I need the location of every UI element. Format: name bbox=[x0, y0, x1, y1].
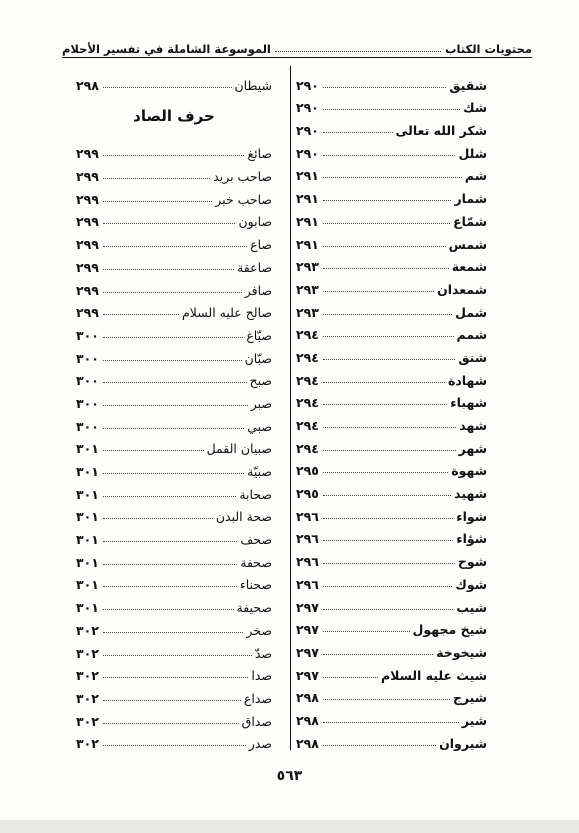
dot-leader bbox=[323, 291, 434, 292]
index-entry bbox=[76, 229, 272, 252]
index-entry bbox=[296, 138, 487, 161]
entry-page: ٣٠١ bbox=[76, 577, 99, 593]
entry-label: شيخ مجهول bbox=[412, 622, 487, 638]
entry-label: صبّان bbox=[244, 350, 272, 366]
dot-leader bbox=[103, 246, 247, 247]
entry-page: ٣٠١ bbox=[76, 532, 99, 548]
entry-label: صخر bbox=[246, 622, 272, 638]
index-entry bbox=[296, 433, 487, 456]
dot-leader bbox=[323, 359, 455, 360]
entry-page: ٣٠٠ bbox=[76, 327, 99, 343]
dot-leader bbox=[323, 109, 460, 110]
entry-label: صبيان القمل bbox=[206, 441, 272, 457]
entry-page: ٣٠١ bbox=[76, 486, 99, 502]
entry-label: شهوة bbox=[451, 463, 487, 479]
dot-leader bbox=[323, 450, 456, 451]
index-entry bbox=[76, 161, 272, 184]
dot-leader bbox=[323, 382, 445, 383]
entry-label: شمس bbox=[448, 236, 487, 252]
entry-label: شيطان bbox=[234, 77, 272, 93]
entry-page: ٢٩٨ bbox=[76, 77, 99, 93]
entry-page: ٢٩١ bbox=[296, 168, 319, 184]
dot-leader bbox=[323, 132, 393, 133]
entry-page: ٢٩١ bbox=[296, 191, 319, 207]
index-entry bbox=[296, 297, 487, 320]
dot-leader bbox=[103, 745, 246, 746]
entry-page: ٣٠٠ bbox=[76, 350, 99, 366]
index-entry bbox=[296, 410, 487, 433]
index-entry bbox=[76, 366, 272, 389]
entry-label: شمم bbox=[456, 327, 487, 343]
entry-label: صدا bbox=[251, 668, 272, 684]
entry-label: صبيّة bbox=[247, 464, 272, 479]
entry-label: صحة البدن bbox=[215, 509, 272, 525]
entry-page: ٢٩٩ bbox=[76, 214, 99, 230]
index-entry bbox=[296, 229, 487, 252]
entry-label: شؤاء bbox=[456, 531, 487, 547]
dot-leader bbox=[103, 155, 244, 156]
entry-page: ٢٩٤ bbox=[296, 372, 319, 388]
dot-leader bbox=[103, 178, 210, 179]
header-rule bbox=[62, 57, 532, 58]
entry-label: صاحب خبر bbox=[215, 191, 272, 207]
index-entry bbox=[76, 592, 272, 615]
entry-page: ٢٩٦ bbox=[296, 576, 319, 592]
entry-page: ٢٩٧ bbox=[296, 644, 319, 660]
entry-page: ٣٠٢ bbox=[76, 713, 99, 729]
index-entry bbox=[296, 115, 487, 138]
dot-leader bbox=[323, 745, 436, 746]
index-entry bbox=[296, 615, 487, 638]
index-entry bbox=[296, 70, 487, 93]
entry-label: صائغ bbox=[247, 146, 272, 162]
index-entry bbox=[76, 456, 272, 479]
dot-leader bbox=[323, 563, 455, 564]
index-entry bbox=[76, 524, 272, 547]
entry-label: صافر bbox=[244, 282, 272, 298]
index-entry bbox=[296, 660, 487, 683]
entry-label: صحيفة bbox=[236, 600, 272, 616]
entry-page: ٣٠٢ bbox=[76, 690, 99, 706]
entry-label: صحف bbox=[240, 532, 272, 548]
index-entry bbox=[296, 456, 487, 479]
entry-label: صداع bbox=[243, 690, 272, 706]
dot-leader bbox=[323, 268, 449, 269]
entry-page: ٢٩٩ bbox=[76, 191, 99, 207]
index-entry bbox=[76, 411, 272, 434]
entry-label: صبّاغ bbox=[246, 327, 272, 343]
index-entry bbox=[296, 524, 487, 547]
page-edge bbox=[0, 820, 579, 833]
dot-leader bbox=[103, 655, 252, 656]
index-entry bbox=[296, 705, 487, 728]
dot-leader bbox=[323, 518, 453, 519]
dot-leader bbox=[323, 427, 456, 428]
index-entry bbox=[296, 161, 487, 184]
entry-label: شقيق bbox=[449, 77, 487, 93]
index-entry bbox=[296, 683, 487, 706]
dot-leader bbox=[323, 404, 447, 405]
index-entry bbox=[296, 728, 487, 751]
dot-leader bbox=[323, 87, 446, 88]
entry-label: شنق bbox=[458, 349, 487, 365]
dot-leader bbox=[103, 496, 236, 497]
entry-label: صابون bbox=[238, 214, 272, 230]
entry-label: شمعدان bbox=[437, 281, 487, 297]
entry-page: ٣٠٠ bbox=[76, 418, 99, 434]
index-entry bbox=[76, 547, 272, 570]
entry-label: شهادة bbox=[447, 372, 487, 388]
index-entry bbox=[76, 184, 272, 207]
entry-page: ٢٩٦ bbox=[296, 508, 319, 524]
dot-leader bbox=[103, 518, 213, 519]
index-entry bbox=[296, 320, 487, 343]
dot-leader bbox=[323, 336, 454, 337]
entry-page: ٣٠١ bbox=[76, 600, 99, 616]
entry-label: شمعة bbox=[451, 259, 487, 275]
index-entry bbox=[76, 570, 272, 593]
index-column-left bbox=[76, 70, 272, 751]
index-entry bbox=[76, 252, 272, 275]
entry-label: شيروان bbox=[439, 735, 487, 751]
dot-leader bbox=[323, 654, 433, 655]
entry-page: ٣٠١ bbox=[76, 509, 99, 525]
page-number: ٥٦٣ bbox=[276, 768, 303, 784]
entry-label: شوح bbox=[457, 554, 487, 570]
entry-page: ٣٠٠ bbox=[76, 395, 99, 411]
header-title: الموسوعة الشاملة في تفسير الأحلام bbox=[62, 42, 271, 56]
index-entry bbox=[76, 661, 272, 684]
dot-leader bbox=[103, 473, 244, 474]
dot-leader bbox=[323, 155, 455, 156]
dot-leader bbox=[323, 722, 459, 723]
index-entry bbox=[296, 183, 487, 206]
entry-page: ٢٩٠ bbox=[296, 123, 319, 139]
entry-page: ٢٩٠ bbox=[296, 100, 319, 116]
dot-leader bbox=[103, 428, 244, 429]
index-entry bbox=[296, 478, 487, 501]
entry-label: صدر bbox=[248, 736, 272, 752]
entry-label: صحناء bbox=[239, 577, 272, 593]
entry-page: ٢٩٠ bbox=[296, 77, 319, 93]
entry-label: صحابة bbox=[239, 486, 272, 502]
entry-page: ٢٩٤ bbox=[296, 395, 319, 411]
index-entry bbox=[76, 139, 272, 162]
dot-leader bbox=[323, 586, 452, 587]
index-entry bbox=[296, 365, 487, 388]
dot-leader bbox=[103, 677, 248, 678]
dot-leader bbox=[103, 314, 179, 315]
entry-page: ٣٠٢ bbox=[76, 645, 99, 661]
entry-page: ٢٩١ bbox=[296, 236, 319, 252]
dot-leader bbox=[323, 472, 448, 473]
index-entry bbox=[76, 502, 272, 525]
dot-leader bbox=[323, 314, 452, 315]
entry-page: ٢٩٩ bbox=[76, 259, 99, 275]
entry-label: شمل bbox=[455, 304, 487, 320]
entry-page: ٣٠١ bbox=[76, 464, 99, 479]
index-entry bbox=[76, 683, 272, 706]
entry-page: ٢٩٧ bbox=[296, 622, 319, 638]
dot-leader bbox=[103, 541, 237, 542]
entry-label: صحفة bbox=[240, 554, 272, 570]
index-entry bbox=[76, 479, 272, 502]
entry-page: ٣٠٠ bbox=[76, 373, 99, 389]
index-entry bbox=[76, 706, 272, 729]
dot-leader bbox=[323, 609, 453, 610]
entry-page: ٢٩٨ bbox=[296, 735, 319, 751]
header-chapter: محتويات الكتاب bbox=[444, 42, 532, 56]
entry-label: صاعقة bbox=[237, 259, 272, 275]
dot-leader bbox=[323, 223, 450, 224]
entry-label: شكر الله تعالى bbox=[395, 123, 487, 139]
entry-label: شيب bbox=[456, 599, 487, 615]
dot-leader bbox=[103, 223, 235, 224]
index-entry bbox=[76, 638, 272, 661]
entry-label: شهيد bbox=[454, 486, 487, 502]
entry-page: ٢٩٦ bbox=[296, 531, 319, 547]
index-entry bbox=[296, 501, 487, 524]
entry-label: شهد bbox=[459, 418, 487, 433]
index-entry bbox=[76, 615, 272, 638]
entry-label: صالح عليه السلام bbox=[182, 305, 272, 321]
dot-leader bbox=[323, 495, 451, 496]
entry-label: شهر bbox=[458, 440, 487, 456]
entry-label: شواء bbox=[456, 508, 487, 524]
entry-label: شيرج bbox=[452, 690, 487, 706]
entry-page: ٢٩٦ bbox=[296, 554, 319, 570]
entry-page: ٢٩٤ bbox=[296, 440, 319, 456]
index-entry bbox=[296, 546, 487, 569]
index-entry bbox=[296, 637, 487, 660]
dot-leader bbox=[323, 699, 450, 700]
entry-label: صبر bbox=[250, 395, 272, 411]
index-entry bbox=[296, 274, 487, 297]
entry-label: شيث عليه السلام bbox=[380, 667, 487, 683]
entry-page: ٢٩٤ bbox=[296, 327, 319, 343]
entry-page: ٣٠٢ bbox=[76, 622, 99, 638]
dot-leader bbox=[103, 564, 237, 565]
index-entry bbox=[76, 298, 272, 321]
entry-label: شهباء bbox=[450, 395, 487, 411]
entry-label: شلل bbox=[458, 145, 487, 161]
section-heading: حرف الصاد bbox=[133, 106, 215, 125]
index-entry bbox=[76, 388, 272, 411]
index-entry bbox=[296, 93, 487, 116]
entry-page: ٢٩٤ bbox=[296, 349, 319, 365]
entry-label: صبح bbox=[249, 373, 272, 389]
entry-page: ٢٩٩ bbox=[76, 305, 99, 321]
entry-page: ٣٠٢ bbox=[76, 736, 99, 752]
entry-page: ٢٩٧ bbox=[296, 599, 319, 615]
dot-leader bbox=[103, 405, 248, 406]
dot-leader bbox=[103, 269, 234, 270]
dot-leader bbox=[323, 246, 446, 247]
dot-leader bbox=[103, 292, 242, 293]
section-entries bbox=[76, 139, 272, 752]
index-column-right bbox=[296, 70, 487, 751]
entry-page: ٢٩٠ bbox=[296, 145, 319, 161]
entry-label: صدّ bbox=[254, 645, 272, 661]
column-divider bbox=[290, 66, 291, 750]
entry-label: شوك bbox=[455, 576, 487, 592]
entry-label: شم bbox=[464, 168, 487, 184]
entry-page: ٢٩٩ bbox=[76, 169, 99, 185]
index-entry bbox=[76, 320, 272, 343]
index-entry bbox=[296, 569, 487, 592]
header-dot-leader bbox=[275, 51, 441, 52]
entry-label: شك bbox=[463, 100, 487, 116]
entry-label: شمّاع bbox=[453, 213, 487, 229]
dot-leader bbox=[103, 700, 241, 701]
dot-leader bbox=[323, 677, 378, 678]
entry-page: ٢٩٨ bbox=[296, 712, 319, 728]
entry-page: ٢٩٣ bbox=[296, 304, 319, 320]
dot-leader bbox=[103, 586, 237, 587]
entry-label: شيخوخة bbox=[436, 644, 487, 660]
index-entry bbox=[296, 206, 487, 229]
entry-label: صبي bbox=[247, 418, 272, 434]
entry-page: ٢٩٥ bbox=[296, 486, 319, 502]
entry-page: ٢٩٤ bbox=[296, 418, 319, 433]
dot-leader bbox=[323, 631, 410, 632]
index-entry bbox=[76, 70, 272, 93]
entry-page: ٢٩٧ bbox=[296, 667, 319, 683]
dot-leader bbox=[323, 540, 453, 541]
entry-page: ٢٩٨ bbox=[296, 690, 319, 706]
entry-page: ٣٠١ bbox=[76, 554, 99, 570]
entry-label: صداق bbox=[241, 713, 272, 729]
entry-label: صاحب بريد bbox=[213, 169, 272, 185]
entry-page: ٣٠١ bbox=[76, 441, 99, 457]
entry-label: صاع bbox=[250, 237, 272, 253]
index-entry bbox=[76, 275, 272, 298]
index-entry bbox=[296, 342, 487, 365]
running-header bbox=[62, 38, 532, 56]
dot-leader bbox=[323, 177, 462, 178]
dot-leader bbox=[103, 382, 247, 383]
dot-leader bbox=[103, 201, 212, 202]
dot-leader bbox=[323, 200, 451, 201]
dot-leader bbox=[103, 360, 242, 361]
entry-label: شمار bbox=[454, 191, 487, 207]
entry-page: ٣٠٢ bbox=[76, 668, 99, 684]
index-entry bbox=[296, 592, 487, 615]
dot-leader bbox=[103, 632, 243, 633]
entry-label: شير bbox=[461, 712, 487, 728]
entry-page: ٢٩٣ bbox=[296, 259, 319, 275]
entry-page: ٢٩١ bbox=[296, 213, 319, 229]
index-entry bbox=[76, 343, 272, 366]
index-entry bbox=[296, 252, 487, 275]
dot-leader bbox=[103, 609, 234, 610]
index-entry bbox=[76, 434, 272, 457]
dot-leader bbox=[103, 87, 232, 88]
entry-page: ٢٩٩ bbox=[76, 146, 99, 162]
index-entry bbox=[76, 729, 272, 752]
index-entry bbox=[76, 207, 272, 230]
entry-page: ٢٩٥ bbox=[296, 463, 319, 479]
entry-page: ٢٩٣ bbox=[296, 281, 319, 297]
entry-page: ٢٩٩ bbox=[76, 237, 99, 253]
dot-leader bbox=[103, 723, 239, 724]
dot-leader bbox=[103, 450, 204, 451]
dot-leader bbox=[103, 337, 243, 338]
entry-page: ٢٩٩ bbox=[76, 282, 99, 298]
index-entry bbox=[296, 388, 487, 411]
